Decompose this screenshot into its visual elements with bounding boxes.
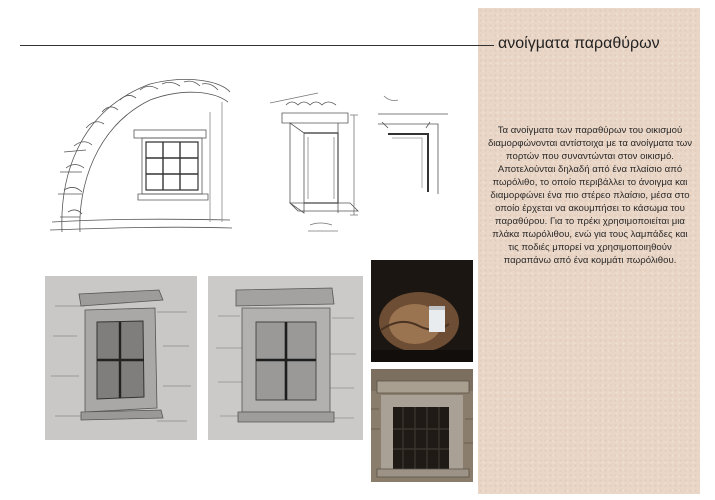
photo-exterior-window: [371, 369, 473, 482]
page-title: ανοίγματα παραθύρων: [498, 35, 660, 52]
sketch-corner-detail: [370, 92, 455, 200]
sketch-arched-wall-window: [50, 72, 235, 240]
photo-interior-window: [371, 260, 473, 362]
sketch-window-section: [250, 75, 380, 235]
description-paragraph: Τα ανοίγματα των παραθύρων του οικισμού διαμορφώνονται αντίστοιχα με τα ανοίγματα των πορτών που συναντώνται στον οικισμό. Αποτελούνται δηλαδή από ένα πλαίσιο από πωρόλιθο, το οποίο περιβάλλει το άνοιγμα και διαμορφώνει ένα πιο στέρεο πλαίσιο, μέσα στο οποίο έρχεται να ακουμπήσει το κάσωμα του παραθύρου. Για το πρέκι χρησιμοποιείται μια πλάκα πωρόλιθου, ενώ για τους λαμπάδες και τις ποδιές μπορεί να χρησιμοποιηθούν παραπάνω από ένα κομμάτι πωρόλιθου.: [487, 125, 693, 267]
drawing-window-2: [208, 276, 363, 440]
title-rule: [20, 45, 494, 46]
drawing-window-1: [45, 276, 197, 440]
